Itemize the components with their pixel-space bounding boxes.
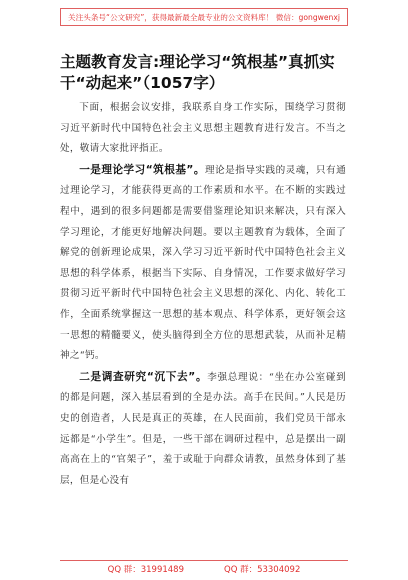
document-body [60,98,346,491]
footer-qq-group-1: QQ 群：31991489 [107,565,184,575]
section2-paragraph [60,367,346,492]
header-banner [60,8,348,26]
section2-heading: 二是调查研究“沉下去”。 [79,370,208,383]
section1-paragraph [60,160,346,367]
page-title: 主题教育发言:理论学习“筑根基”真抓实干“动起来”（1057字） [60,53,335,92]
section1-body: 理论是指导实践的灵魂，只有通过理论学习，才能获得更高的工作素质和水平。在不断的实践过程中，遇到的很多问题都是需要借鉴理论知识来解决，只有深入学习理论，才能更好地解决问题。要以主题教育为载体，全面了解党的创新理论成果，深入学习习近平新时代中国特色社会主义思想的科学体系，根据当下实际、自身情况，工作要求做好学习贯彻习近平新时代中国特色社会主义思想的深化、内化、转化工作，全面系统掌握这一思想的基本观点、科学体系，更好领会这一思想的精髓要义，使头脑得到全方位的思想武装，从而补足精神之“钙。 [60,164,346,362]
section2-body: 李强总理说：“坐在办公室碰到的都是问题，深入基层看到的全是办法。高手在民间。”人民是历史的创造者，人民是真正的英雄，在人民面前，我们党员干部永远都是“小学生”。但是，一些干部在调研过程中，总是摆出一副高高在上的“官架子”，羞于或耻于向群众请教，虽然身体到了基层，但是心没有 [60,371,346,486]
intro-paragraph: 下面，根据会议安排，我联系自身工作实际，围绕学习贯彻习近平新时代中国特色社会主义思想主题教育进行发言。不当之处，敬请大家批评指正。 [60,102,346,155]
footer-qq-group-2: QQ 群：53304092 [224,565,301,575]
header-banner-text: 关注头条号“公文研究”，获得最新最全最专业的公文资料库！ 微信：gongwenxj [68,12,340,22]
section1-heading: 一是理论学习“筑根基”。 [79,163,205,176]
footer [60,560,348,575]
